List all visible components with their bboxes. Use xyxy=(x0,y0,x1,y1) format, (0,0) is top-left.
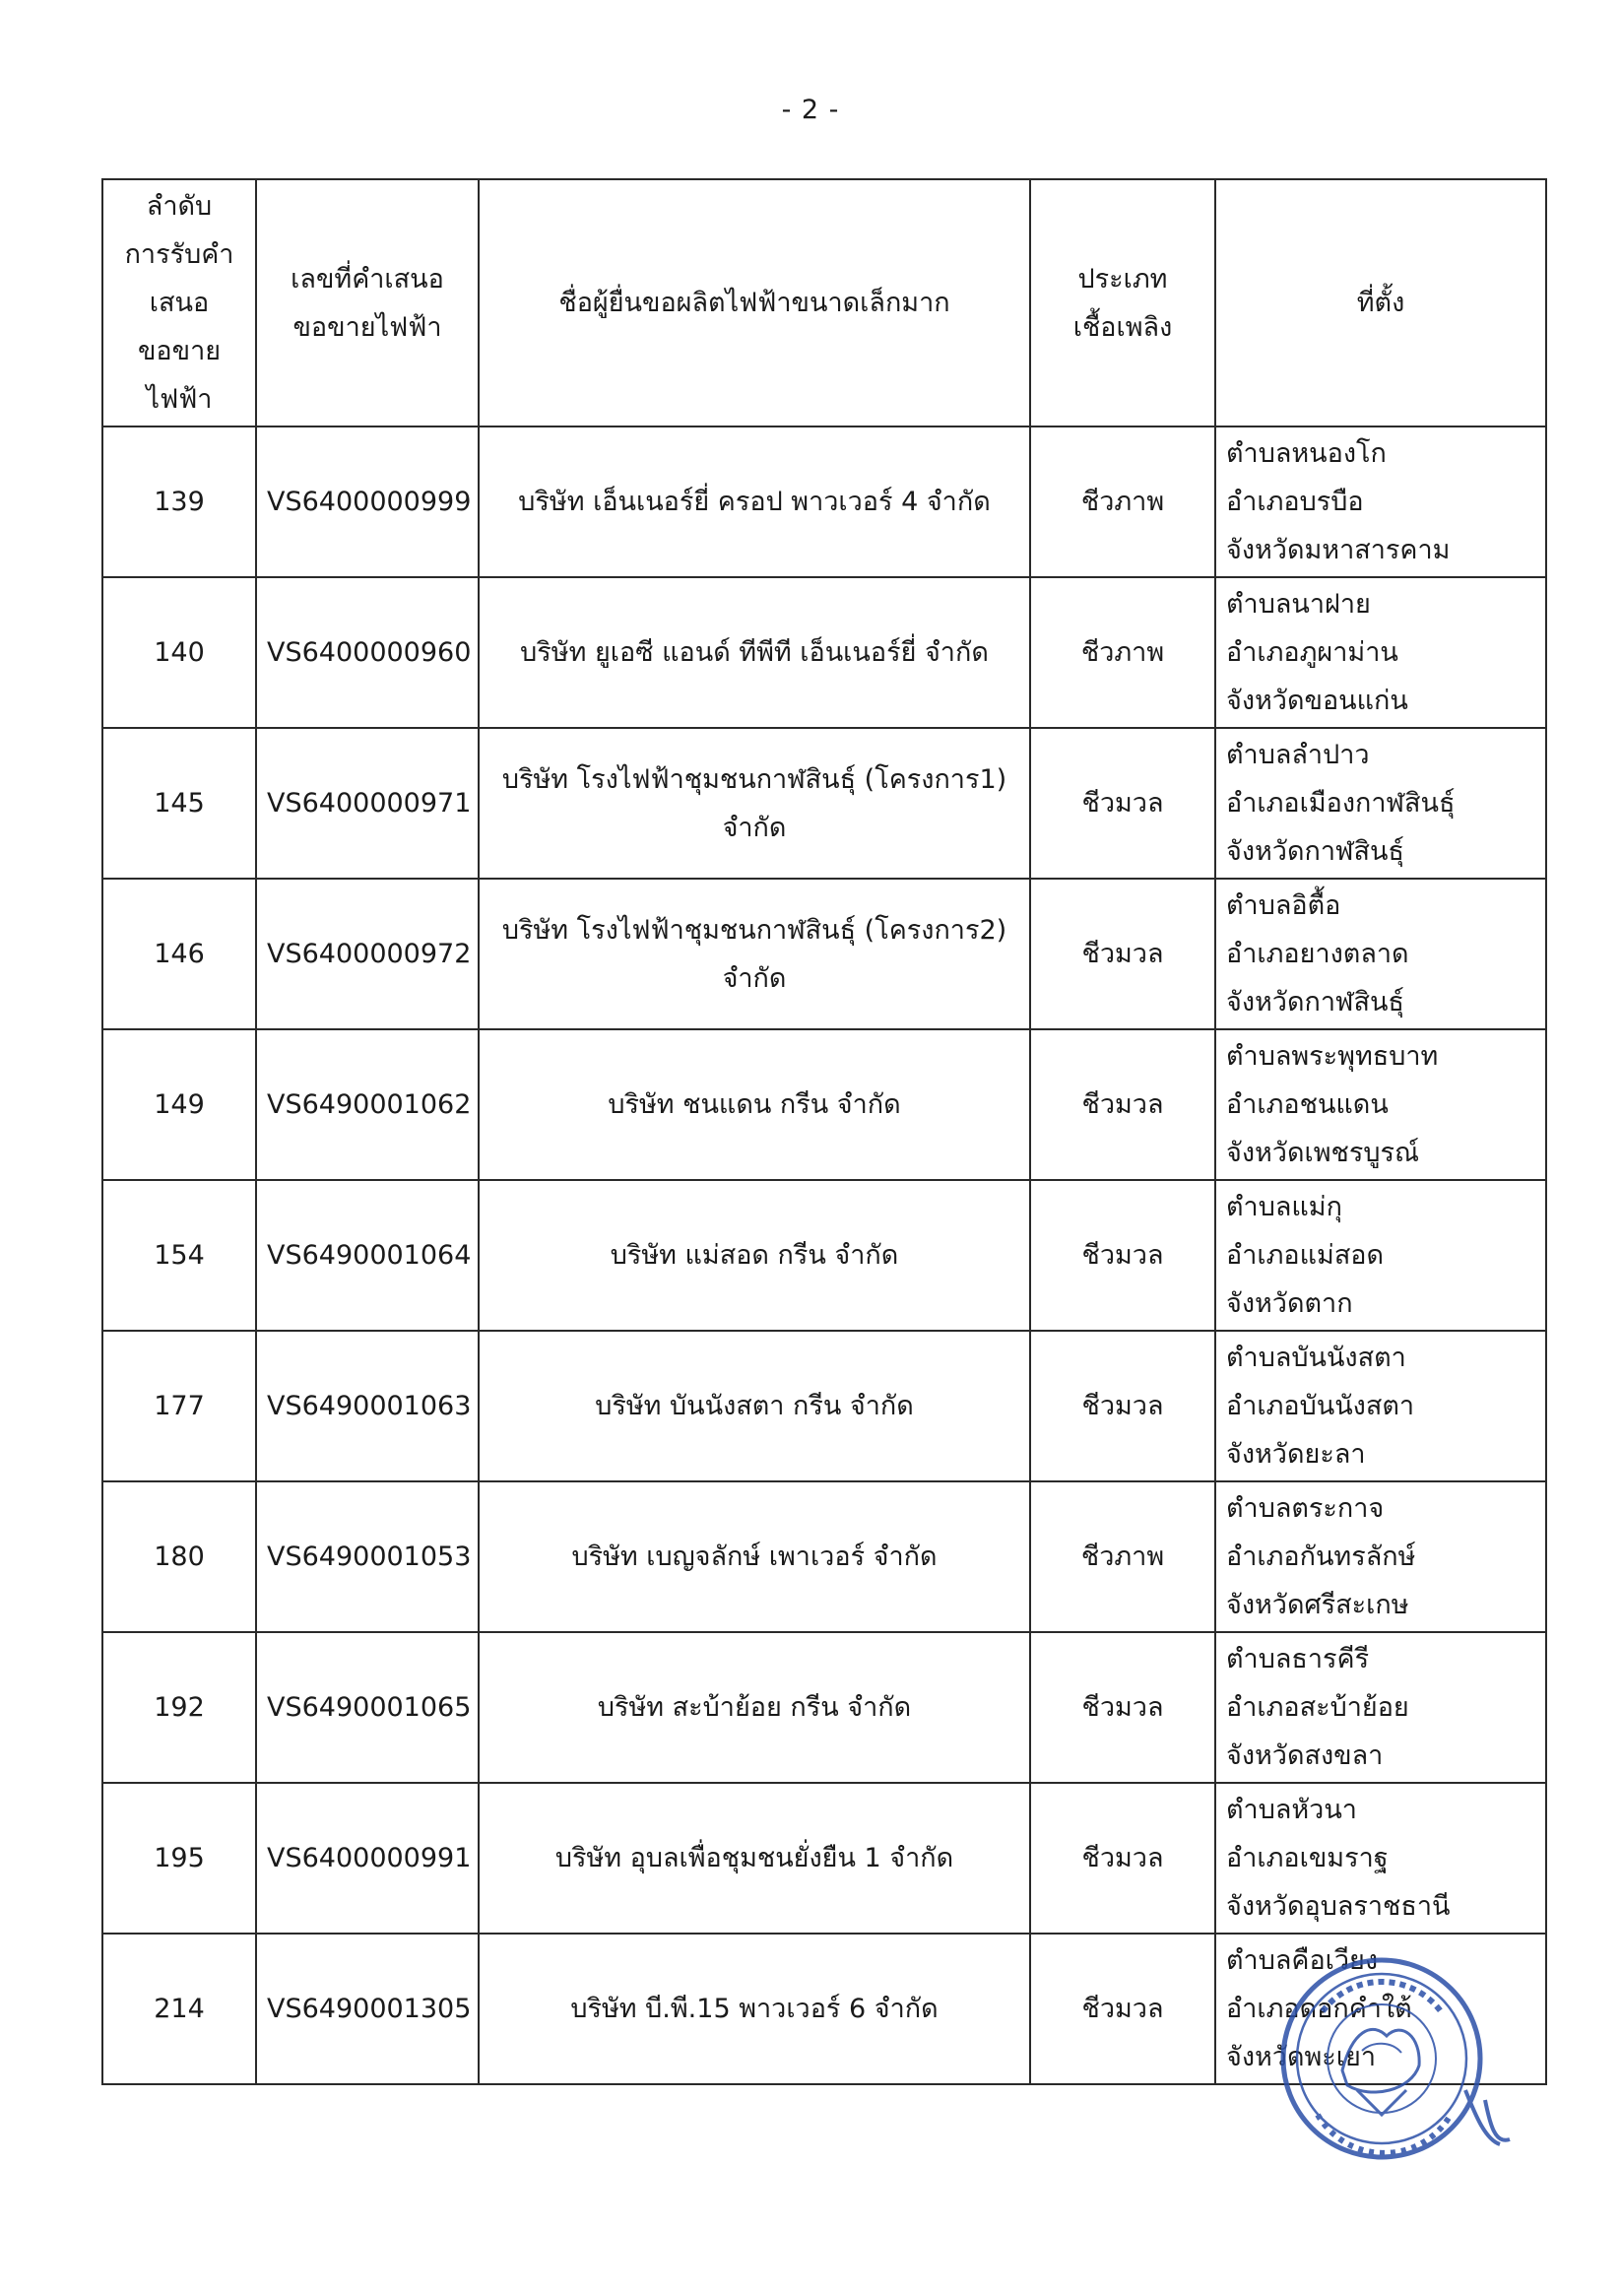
row-location xyxy=(1215,426,1546,577)
row-sequence: 139 xyxy=(102,426,256,577)
location-line: ตำบลพระพุทธบาท xyxy=(1226,1041,1439,1072)
row-fuel-type: ชีวมวล xyxy=(1030,1783,1215,1934)
table-body xyxy=(102,426,1546,2084)
row-offer-number: VS6400000960 xyxy=(256,577,479,728)
row-sequence: 214 xyxy=(102,1934,256,2084)
row-fuel-type: ชีวภาพ xyxy=(1030,1481,1215,1632)
row-offer-number: VS6490001064 xyxy=(256,1180,479,1331)
row-sequence: 149 xyxy=(102,1029,256,1180)
table-row xyxy=(102,1632,1546,1783)
row-offer-number: VS6490001065 xyxy=(256,1632,479,1783)
row-applicant-name: บริษัท สะบ้าย้อย กรีน จำกัด xyxy=(479,1632,1030,1783)
row-offer-number: VS6490001305 xyxy=(256,1934,479,2084)
row-fuel-type: ชีวมวล xyxy=(1030,1180,1215,1331)
location-line: อำเภอยางตลาด xyxy=(1226,939,1409,969)
row-sequence: 154 xyxy=(102,1180,256,1331)
row-offer-number: VS6490001063 xyxy=(256,1331,479,1481)
row-applicant-name: บริษัท โรงไฟฟ้าชุมชนกาฬสินธุ์ (โครงการ2) จำกัด xyxy=(479,879,1030,1029)
location-line: ตำบลนาฝาย xyxy=(1226,589,1371,620)
location-line: จังหวัดเพชรบูรณ์ xyxy=(1226,1138,1420,1168)
location-line: อำเภอกันทรลักษ์ xyxy=(1226,1542,1416,1572)
header-applicant-name: ชื่อผู้ยื่นขอผลิตไฟฟ้าขนาดเล็กมาก xyxy=(479,179,1030,426)
table-row xyxy=(102,1029,1546,1180)
row-applicant-name: บริษัท โรงไฟฟ้าชุมชนกาฬสินธุ์ (โครงการ1) จำกัด xyxy=(479,728,1030,879)
location-line: จังหวัดศรีสะเกษ xyxy=(1226,1590,1409,1620)
header-seq: ลำดับ การรับคำ เสนอ ขอขาย ไฟฟ้า xyxy=(102,179,256,426)
row-offer-number: VS6400000991 xyxy=(256,1783,479,1934)
row-offer-number: VS6490001053 xyxy=(256,1481,479,1632)
location-line: ตำบลลำปาว xyxy=(1226,740,1370,770)
row-fuel-type: ชีวมวล xyxy=(1030,728,1215,879)
table-row xyxy=(102,1331,1546,1481)
header-offer-number: เลขที่คำเสนอ ขอขายไฟฟ้า xyxy=(256,179,479,426)
row-offer-number: VS6400000999 xyxy=(256,426,479,577)
row-fuel-type: ชีวภาพ xyxy=(1030,577,1215,728)
table-row xyxy=(102,1783,1546,1934)
table-row xyxy=(102,577,1546,728)
row-applicant-name: บริษัท เบญจลักษ์ เพาเวอร์ จำกัด xyxy=(479,1481,1030,1632)
row-sequence: 180 xyxy=(102,1481,256,1632)
row-applicant-name: บริษัท ยูเอซี แอนด์ ทีพีที เอ็นเนอร์ยี่ จำกัด xyxy=(479,577,1030,728)
table-row xyxy=(102,728,1546,879)
row-location xyxy=(1215,879,1546,1029)
location-line: อำเภอชนแดน xyxy=(1226,1089,1389,1120)
location-line: จังหวัดสงขลา xyxy=(1226,1740,1384,1771)
location-line: ตำบลตระกาจ xyxy=(1226,1493,1385,1524)
location-line: จังหวัดพะเยา xyxy=(1226,2042,1377,2072)
row-fuel-type: ชีวภาพ xyxy=(1030,426,1215,577)
row-applicant-name: บริษัท เอ็นเนอร์ยี่ ครอป พาวเวอร์ 4 จำกัด xyxy=(479,426,1030,577)
location-line: ตำบลหนองโก xyxy=(1226,438,1387,469)
row-location xyxy=(1215,577,1546,728)
row-location xyxy=(1215,1029,1546,1180)
location-line: จังหวัดอุบลราชธานี xyxy=(1226,1891,1451,1922)
row-sequence: 145 xyxy=(102,728,256,879)
row-fuel-type: ชีวมวล xyxy=(1030,1331,1215,1481)
row-location xyxy=(1215,1783,1546,1934)
table-row xyxy=(102,1180,1546,1331)
row-sequence: 195 xyxy=(102,1783,256,1934)
location-line: อำเภอแม่สอด xyxy=(1226,1240,1385,1271)
row-fuel-type: ชีวมวล xyxy=(1030,879,1215,1029)
location-line: อำเภอเมืองกาฬสินธุ์ xyxy=(1226,788,1456,819)
row-applicant-name: บริษัท ชนแดน กรีน จำกัด xyxy=(479,1029,1030,1180)
row-fuel-type: ชีวมวล xyxy=(1030,1632,1215,1783)
location-line: ตำบลธารคีรี xyxy=(1226,1644,1370,1674)
row-location xyxy=(1215,1481,1546,1632)
row-offer-number: VS6490001062 xyxy=(256,1029,479,1180)
official-seal-stamp-icon xyxy=(1264,1942,1520,2189)
row-sequence: 140 xyxy=(102,577,256,728)
row-fuel-type: ชีวมวล xyxy=(1030,1029,1215,1180)
location-line: อำเภอบันนังสตา xyxy=(1226,1391,1415,1421)
header-location: ที่ตั้ง xyxy=(1215,179,1546,426)
table-row xyxy=(102,879,1546,1029)
location-line: จังหวัดกาฬสินธุ์ xyxy=(1226,836,1404,867)
applicant-table xyxy=(101,178,1547,2085)
header-fuel-type: ประเภท เชื้อเพลิง xyxy=(1030,179,1215,426)
table-row xyxy=(102,1481,1546,1632)
row-sequence: 177 xyxy=(102,1331,256,1481)
location-line: อำเภอดอกคำใต้ xyxy=(1226,1994,1412,2024)
location-line: จังหวัดตาก xyxy=(1226,1288,1353,1319)
row-applicant-name: บริษัท บี.พี.15 พาวเวอร์ 6 จำกัด xyxy=(479,1934,1030,2084)
location-line: อำเภอภูผาม่าน xyxy=(1226,637,1398,668)
location-line: ตำบลอิตื้อ xyxy=(1226,890,1341,921)
row-offer-number: VS6400000971 xyxy=(256,728,479,879)
row-applicant-name: บริษัท อุบลเพื่อชุมชนยั่งยืน 1 จำกัด xyxy=(479,1783,1030,1934)
location-line: ตำบลบันนังสตา xyxy=(1226,1343,1406,1373)
row-offer-number: VS6400000972 xyxy=(256,879,479,1029)
row-applicant-name: บริษัท บันนังสตา กรีน จำกัด xyxy=(479,1331,1030,1481)
location-line: ตำบลแม่กุ xyxy=(1226,1192,1342,1222)
header-row xyxy=(102,179,1546,426)
row-sequence: 146 xyxy=(102,879,256,1029)
location-line: อำเภอสะบ้าย้อย xyxy=(1226,1692,1409,1723)
location-line: อำเภอเขมราฐ xyxy=(1226,1843,1389,1873)
row-sequence: 192 xyxy=(102,1632,256,1783)
location-line: อำเภอบรบือ xyxy=(1226,487,1364,517)
row-applicant-name: บริษัท แม่สอด กรีน จำกัด xyxy=(479,1180,1030,1331)
table-row xyxy=(102,426,1546,577)
row-fuel-type: ชีวมวล xyxy=(1030,1934,1215,2084)
row-location xyxy=(1215,1331,1546,1481)
location-line: จังหวัดกาฬสินธุ์ xyxy=(1226,987,1404,1017)
location-line: จังหวัดขอนแก่น xyxy=(1226,686,1408,716)
row-location xyxy=(1215,1180,1546,1331)
page-number: - 2 - xyxy=(781,95,840,125)
location-line: จังหวัดยะลา xyxy=(1226,1439,1366,1470)
location-line: ตำบลหัวนา xyxy=(1226,1795,1357,1825)
location-line: ตำบลคือเวียง xyxy=(1226,1945,1379,1976)
row-location xyxy=(1215,1632,1546,1783)
location-line: จังหวัดมหาสารคาม xyxy=(1226,535,1451,565)
row-location xyxy=(1215,728,1546,879)
